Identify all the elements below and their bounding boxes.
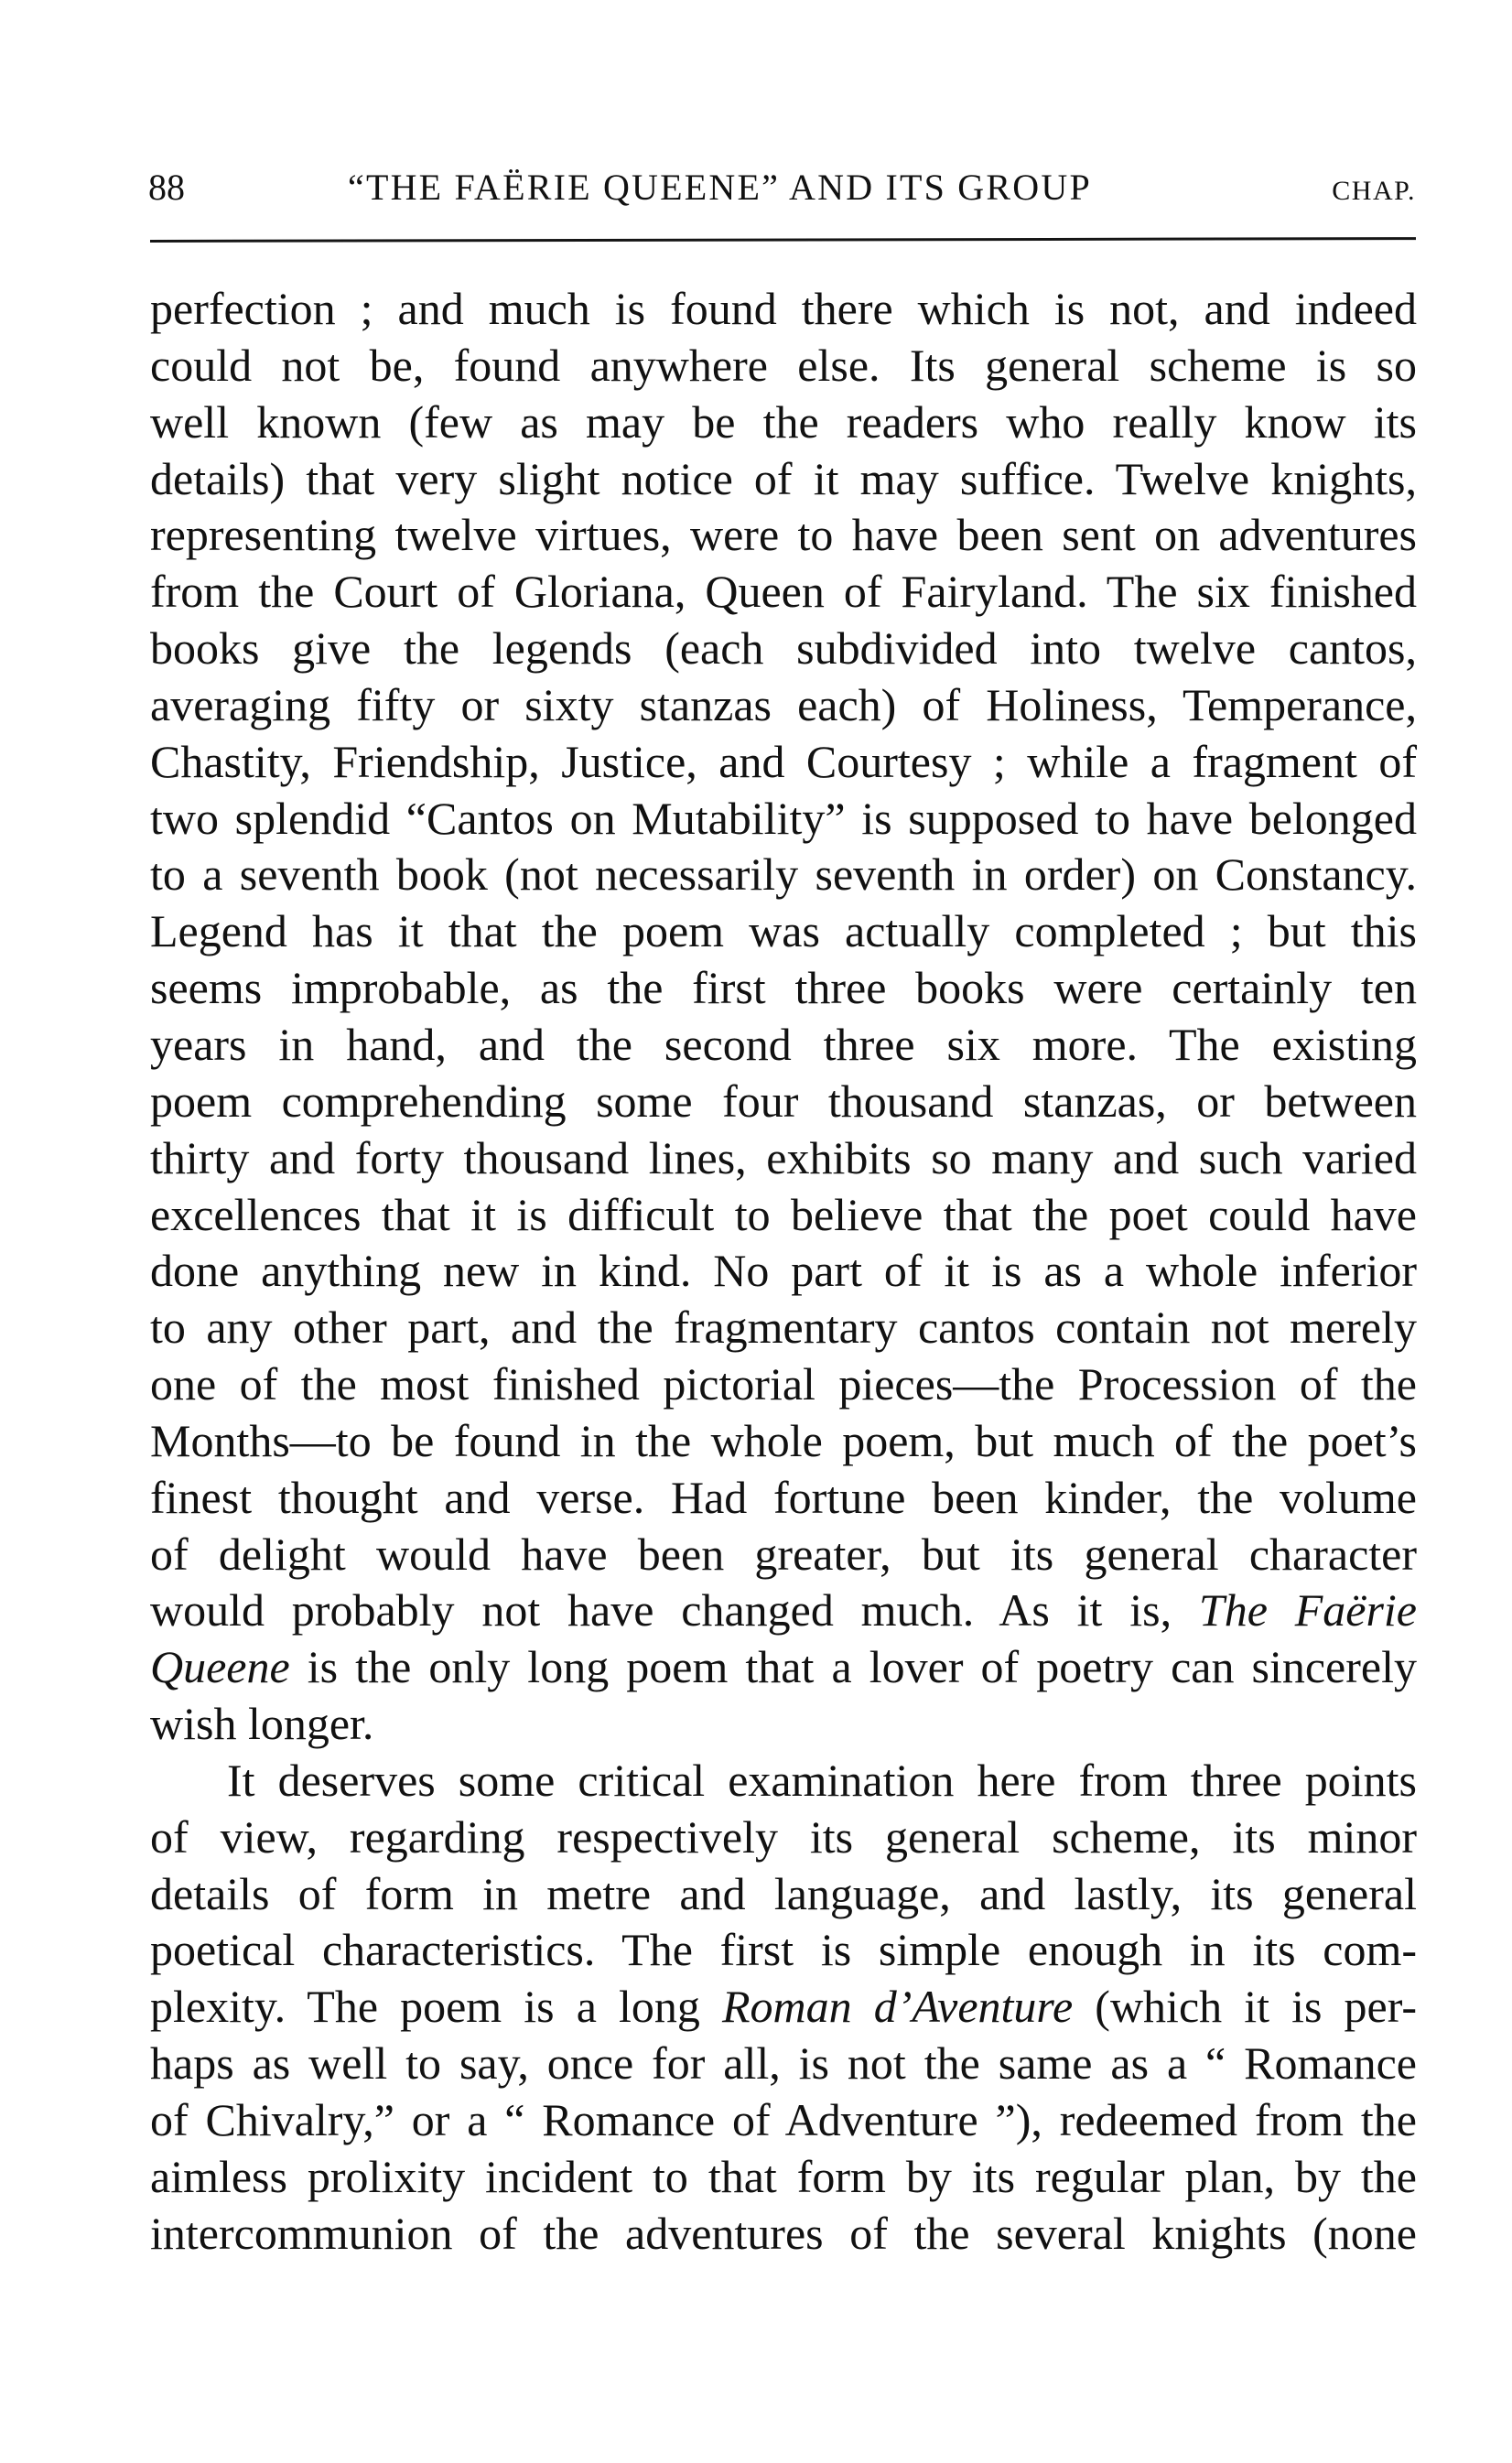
text-line: averaging fifty or sixty stanzas each) of Holiness, Temperance, xyxy=(150,678,1417,730)
text-line: details of form in metre and language, and lastly, its general xyxy=(150,1867,1417,1919)
text-segment: plexity. The poem is a long xyxy=(150,1981,722,2033)
text-line: aimless prolixity incident to that form by its regular plan, by the xyxy=(150,2150,1417,2202)
text-line: of view, regarding respectively its general scheme, its minor xyxy=(150,1810,1417,1863)
text-line: seems improbable, as the first three books were certainly ten xyxy=(150,962,1417,1014)
italic-title: Queene xyxy=(150,1641,290,1693)
paragraph-end-line: wish longer. xyxy=(150,1698,374,1750)
text-line: two splendid “Cantos on Mutability” is supposed to have belonged xyxy=(150,792,1417,844)
text-line: could not be, found anywhere else. Its general scheme is so xyxy=(150,339,1417,391)
paragraph-start-line: It deserves some critical examination here from three points xyxy=(227,1754,1417,1806)
italic-title: The Faërie xyxy=(1198,1584,1417,1637)
text-line: intercommunion of the adventures of the several knights (none xyxy=(150,2207,1417,2259)
text-line: years in hand, and the second three six more. The existing xyxy=(150,1018,1417,1070)
text-line: details) that very slight notice of it may suffice. Twelve knights, xyxy=(150,452,1417,504)
text-line: thirty and forty thousand lines, exhibits so many and such varied xyxy=(150,1131,1417,1183)
text-line: of Chivalry,” or a “ Romance of Adventure ”), redeemed from the xyxy=(150,2094,1417,2145)
text-line: of delight would have been greater, but its general character xyxy=(150,1528,1417,1580)
text-line: Legend has it that the poem was actually completed ; but this xyxy=(150,905,1417,957)
text-line: Months—to be found in the whole poem, but much of the poet’s xyxy=(150,1414,1417,1466)
text-line: books give the legends (each subdivided into twelve cantos, xyxy=(150,622,1417,675)
text-segment: is the only long poem that a lover of poetry can sincerely xyxy=(289,1641,1417,1693)
page-number: 88 xyxy=(148,167,185,208)
italic-term: Roman d’Aventure xyxy=(721,1981,1074,2033)
text-line: representing twelve virtues, were to have been sent on adventures xyxy=(150,509,1417,561)
running-title: “THE FAËRIE QUEENE” AND ITS GROUP xyxy=(348,167,1092,208)
text-line: poetical characteristics. The first is simple enough in its com- xyxy=(150,1924,1417,1976)
chapter-label: CHAP. xyxy=(1332,176,1416,206)
text-line: poem comprehending some four thousand stanzas, or between xyxy=(150,1075,1417,1127)
text-line: Chastity, Friendship, Justice, and Courtesy ; while a fragment of xyxy=(150,735,1417,787)
body-text xyxy=(150,281,1417,2263)
text-line: from the Court of Gloriana, Queen of Fairyland. The six finished xyxy=(150,566,1417,618)
text-line: perfection ; and much is found there which is not, and indeed xyxy=(150,283,1417,334)
text-line: one of the most finished pictorial pieces—the Procession of the xyxy=(150,1358,1417,1410)
text-line: haps as well to say, once for all, is not the same as a “ Romance xyxy=(150,2037,1417,2090)
text-line xyxy=(150,1583,1417,1639)
header-rule xyxy=(150,237,1416,243)
text-line: to any other part, and the fragmentary cantos contain not merely xyxy=(150,1302,1417,1354)
text-segment: (which it is per- xyxy=(1073,1981,1418,2033)
text-line: to a seventh book (not necessarily seventh in order) on Constancy. xyxy=(150,848,1417,901)
text-line: done anything new in kind. No part of it is as a whole inferior xyxy=(150,1245,1417,1297)
text-line: excellences that it is difficult to believe that the poet could have xyxy=(150,1188,1417,1240)
text-line xyxy=(150,1639,1417,1696)
text-line: well known (few as may be the readers who really know its xyxy=(150,395,1417,448)
text-segment: would probably not have changed much. As it is, xyxy=(150,1584,1199,1637)
text-line xyxy=(150,1979,1417,2036)
running-head xyxy=(148,163,1416,212)
text-line: finest thought and verse. Had fortune been kinder, the volume xyxy=(150,1471,1417,1523)
